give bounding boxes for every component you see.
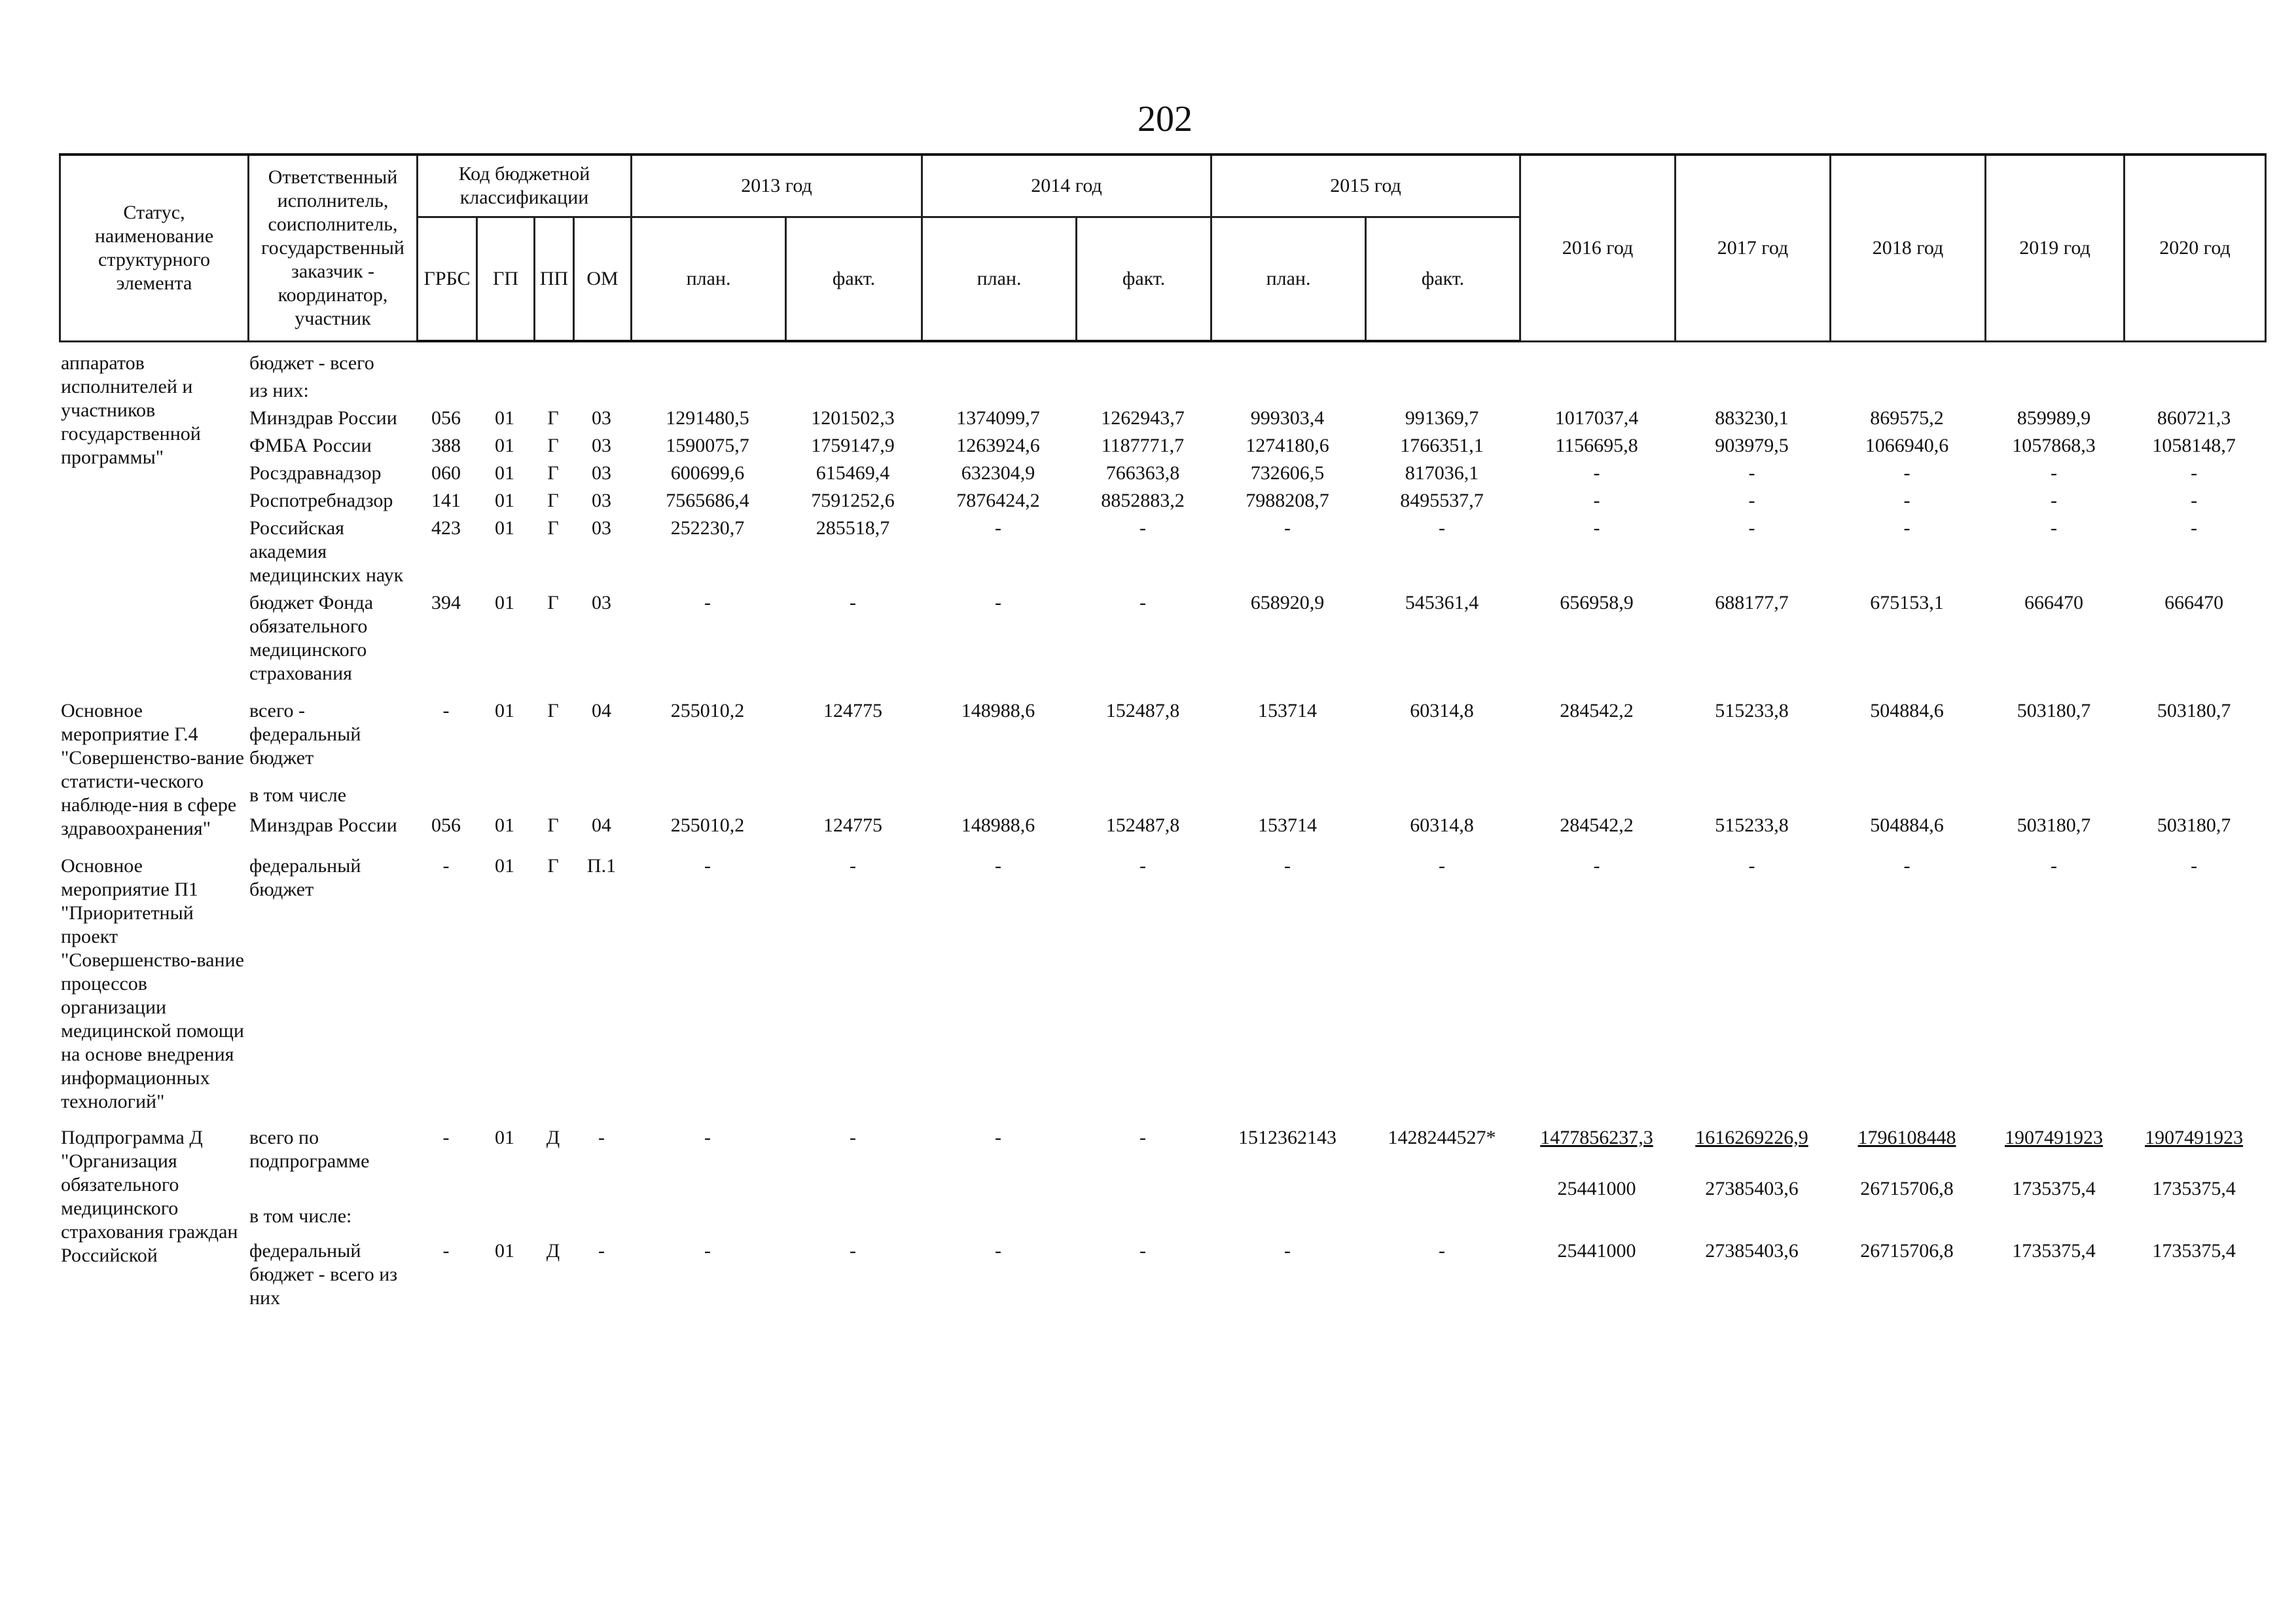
grbs-cell: 141: [431, 490, 461, 511]
gp-cell: 01: [495, 435, 514, 456]
value-cell: -: [2191, 462, 2198, 484]
row-label: Роспотребнадзор: [249, 490, 393, 511]
table-row: [59, 515, 2265, 589]
value-cell: 1066940,6: [1865, 435, 1949, 456]
value-cell: 1187771,7: [1101, 435, 1185, 456]
value-cell: -: [1139, 1127, 1146, 1148]
value-cell: 285518,7: [816, 517, 890, 539]
col-2015-fact: факт.: [1366, 217, 1520, 341]
value-cell: 153714: [1258, 814, 1317, 837]
value-cell: 153714: [1258, 700, 1317, 721]
row-label: в том числе:: [249, 1205, 352, 1227]
value-cell: 284542,2: [1560, 700, 1634, 721]
value-cell: 7565686,4: [666, 490, 749, 511]
value-cell: -: [704, 1127, 711, 1148]
table-row: [59, 782, 2265, 812]
value-cell: -: [1593, 517, 1600, 539]
value-cell: 1735375,4: [2012, 1178, 2096, 1199]
value-cell: -: [995, 592, 1001, 613]
value-cell: -: [1439, 855, 1445, 877]
table-row: [59, 350, 2265, 377]
row-label: федеральный бюджет: [249, 855, 361, 900]
col-budget-code: Код бюджетной классификации: [418, 155, 632, 217]
status-cell: Основное мероприятие П1 "Приоритетный проект "Совершенство-вание процессов организации медицинской помощи на основе внедрения информационных технологий": [61, 855, 244, 1112]
value-cell: -: [995, 517, 1001, 539]
value-cell: -: [1439, 1240, 1445, 1262]
value-cell: -: [1439, 517, 1445, 539]
table-row: [59, 405, 2265, 432]
value-cell: 152487,8: [1105, 700, 1180, 721]
grbs-cell: -: [442, 1240, 450, 1262]
value-cell: 1058148,7: [2152, 435, 2236, 456]
value-cell: 8852883,2: [1101, 490, 1185, 511]
row-label: всего - федеральный бюджет: [249, 700, 361, 769]
gp-cell: 01: [495, 700, 514, 721]
value-cell: -: [1748, 855, 1755, 877]
value-cell: 859989,9: [2017, 407, 2091, 429]
gp-cell: 01: [495, 1240, 514, 1262]
row-label: ФМБА России: [249, 435, 372, 456]
value-cell: 999303,4: [1250, 407, 1325, 429]
grbs-cell: -: [442, 855, 450, 877]
status-cell: Подпрограмма Д "Организация обязательного медицинского страхования граждан Российской: [61, 1127, 238, 1266]
value-cell: 1735375,4: [2012, 1240, 2096, 1262]
col-2016: 2016 год: [1520, 155, 1676, 341]
col-2014: 2014 год: [922, 155, 1211, 217]
grbs-cell: 388: [431, 435, 461, 456]
value-cell: -: [1284, 855, 1291, 877]
value-cell: 675153,1: [1870, 592, 1944, 613]
pp-cell: Г: [547, 592, 559, 613]
table-row: [59, 843, 2265, 1116]
value-cell: -: [1593, 490, 1600, 511]
value-cell: -: [2051, 490, 2057, 511]
col-2018: 2018 год: [1831, 155, 1986, 341]
value-cell: 25441000: [1557, 1178, 1636, 1199]
grbs-cell: 056: [431, 814, 461, 837]
col-gp: ГП: [477, 217, 535, 341]
table-row: [59, 589, 2265, 687]
col-2015-plan: план.: [1211, 217, 1366, 341]
pp-cell: Г: [547, 517, 559, 539]
pp-cell: Г: [547, 435, 559, 456]
gp-cell: 01: [495, 407, 514, 429]
value-cell: 1017037,4: [1554, 407, 1639, 429]
pp-cell: Д: [546, 1240, 560, 1262]
col-2019: 2019 год: [1986, 155, 2125, 341]
value-cell: 504884,6: [1870, 700, 1944, 721]
table-row: [59, 432, 2265, 460]
value-cell: -: [1903, 517, 1910, 539]
status-cell: Основное мероприятие Г.4 "Совершенство-вание статисти-ческого наблюде-ния в сфере здравоохранения": [61, 700, 244, 839]
value-cell: -: [1139, 517, 1146, 539]
value-cell: 1759147,9: [811, 435, 895, 456]
value-cell: -: [1139, 592, 1146, 613]
value-cell: -: [995, 1127, 1001, 1148]
gp-cell: 01: [495, 462, 514, 484]
value-cell: -: [2051, 855, 2057, 877]
value-cell: 658920,9: [1250, 592, 1325, 613]
table-body: [59, 350, 2265, 1312]
value-cell: -: [1748, 462, 1755, 484]
gp-cell: 01: [495, 855, 514, 877]
table-row: [59, 687, 2265, 782]
value-cell: 504884,6: [1870, 814, 1944, 837]
value-cell: 148988,6: [961, 700, 1035, 721]
value-cell: -: [995, 1240, 1001, 1262]
col-grbs: ГРБС: [418, 217, 477, 341]
value-cell: 1907491923: [2145, 1127, 2244, 1148]
value-cell: 903979,5: [1715, 435, 1789, 456]
value-cell: -: [2051, 517, 2057, 539]
value-cell: 817036,1: [1405, 462, 1479, 484]
value-cell: 688177,7: [1715, 592, 1789, 613]
row-label: из них:: [249, 380, 309, 401]
value-cell: 1263924,6: [956, 435, 1040, 456]
gp-cell: 01: [495, 814, 514, 837]
value-cell: 600699,6: [670, 462, 745, 484]
value-cell: -: [850, 592, 856, 613]
value-cell: 860721,3: [2157, 407, 2231, 429]
row-label: бюджет - всего: [249, 352, 374, 374]
value-cell: 1907491923: [2005, 1127, 2103, 1148]
value-cell: 26715706,8: [1860, 1240, 1954, 1262]
value-cell: -: [1748, 490, 1755, 511]
value-cell: 1616269226,9: [1695, 1127, 1808, 1148]
value-cell: 1766351,1: [1400, 435, 1484, 456]
value-cell: -: [850, 1240, 856, 1262]
value-cell: 7876424,2: [956, 490, 1040, 511]
col-om: ОМ: [574, 217, 632, 341]
table-row: [59, 812, 2265, 843]
value-cell: -: [995, 855, 1001, 877]
om-cell: 03: [592, 407, 611, 429]
value-cell: 1291480,5: [666, 407, 749, 429]
value-cell: 8495537,7: [1400, 490, 1484, 511]
row-label: федеральный бюджет - всего из них: [249, 1240, 398, 1309]
value-cell: 656958,9: [1560, 592, 1634, 613]
grbs-cell: 394: [431, 592, 461, 613]
value-cell: 124775: [823, 814, 882, 837]
value-cell: 7988208,7: [1246, 490, 1329, 511]
table-row: [59, 1203, 2265, 1230]
table-row: [59, 1230, 2265, 1312]
value-cell: 1428244527*: [1388, 1127, 1496, 1148]
value-cell: -: [704, 592, 711, 613]
value-cell: 1262943,7: [1101, 407, 1185, 429]
om-cell: 04: [592, 700, 611, 721]
col-status: Статус, наименование структурного элемента: [60, 155, 249, 341]
value-cell: -: [2051, 462, 2057, 484]
value-cell: 632304,9: [961, 462, 1035, 484]
value-cell: -: [704, 1240, 711, 1262]
value-cell: 255010,2: [670, 814, 745, 837]
grbs-cell: -: [442, 700, 450, 721]
gp-cell: 01: [495, 592, 514, 613]
pp-cell: Г: [547, 855, 559, 877]
gp-cell: 01: [495, 1127, 514, 1148]
value-cell: 60314,8: [1410, 814, 1474, 837]
pp-cell: Г: [547, 407, 559, 429]
value-cell: 869575,2: [1870, 407, 1944, 429]
value-cell: 515233,8: [1715, 700, 1789, 721]
value-cell: 1735375,4: [2152, 1178, 2236, 1199]
pp-cell: Г: [547, 462, 559, 484]
table-header: [59, 153, 2267, 342]
page-number: 202: [1138, 99, 1193, 139]
row-label: всего по подпрограмме: [249, 1127, 370, 1172]
status-cell: аппаратов исполнителей и участников государственной программы": [61, 352, 201, 468]
value-cell: 255010,2: [670, 700, 745, 721]
value-cell: 503180,7: [2017, 700, 2091, 721]
value-cell: -: [1593, 462, 1600, 484]
table-row: [59, 1116, 2265, 1175]
gp-cell: 01: [495, 517, 514, 539]
value-cell: 515233,8: [1715, 814, 1789, 837]
om-cell: 03: [592, 592, 611, 613]
value-cell: 7591252,6: [811, 490, 895, 511]
om-cell: 03: [592, 435, 611, 456]
grbs-cell: 423: [431, 517, 461, 539]
col-2017: 2017 год: [1676, 155, 1831, 341]
table-row: [59, 487, 2265, 515]
row-label: Минздрав России: [249, 814, 397, 837]
value-cell: -: [850, 1127, 856, 1148]
value-cell: 124775: [823, 700, 882, 721]
col-2015: 2015 год: [1211, 155, 1520, 217]
value-cell: 503180,7: [2157, 814, 2231, 837]
col-2013-plan: план.: [632, 217, 786, 341]
col-2014-fact: факт.: [1077, 217, 1211, 341]
value-cell: 1735375,4: [2152, 1240, 2236, 1262]
pp-cell: Г: [547, 700, 559, 721]
value-cell: 252230,7: [670, 517, 745, 539]
value-cell: -: [1284, 1240, 1291, 1262]
value-cell: 666470: [2024, 592, 2083, 613]
value-cell: 1374099,7: [956, 407, 1040, 429]
value-cell: 666470: [2164, 592, 2224, 613]
value-cell: 545361,4: [1405, 592, 1479, 613]
value-cell: -: [1284, 517, 1291, 539]
om-cell: 03: [592, 517, 611, 539]
value-cell: 27385403,6: [1705, 1178, 1799, 1199]
value-cell: 1156695,8: [1555, 435, 1638, 456]
value-cell: -: [1139, 855, 1146, 877]
value-cell: 1796108448: [1857, 1127, 1956, 1148]
value-cell: 148988,6: [961, 814, 1035, 837]
value-cell: -: [704, 855, 711, 877]
grbs-cell: 056: [431, 407, 461, 429]
row-label: в том числе: [249, 784, 347, 806]
value-cell: -: [1903, 855, 1910, 877]
col-2013-fact: факт.: [786, 217, 922, 341]
value-cell: 732606,5: [1250, 462, 1325, 484]
value-cell: -: [850, 855, 856, 877]
value-cell: 1201502,3: [811, 407, 895, 429]
pp-cell: Д: [546, 1127, 560, 1148]
om-cell: -: [598, 1240, 605, 1262]
value-cell: 152487,8: [1105, 814, 1180, 837]
value-cell: 615469,4: [816, 462, 890, 484]
value-cell: 991369,7: [1405, 407, 1479, 429]
value-cell: 1590075,7: [666, 435, 749, 456]
value-cell: 503180,7: [2157, 700, 2231, 721]
value-cell: 27385403,6: [1705, 1240, 1799, 1262]
col-pp: ПП: [535, 217, 574, 341]
value-cell: 1057868,3: [2012, 435, 2096, 456]
om-cell: 03: [592, 490, 611, 511]
value-cell: -: [1903, 462, 1910, 484]
om-cell: -: [598, 1127, 605, 1148]
grbs-cell: -: [442, 1127, 450, 1148]
value-cell: 284542,2: [1560, 814, 1634, 837]
gp-cell: 01: [495, 490, 514, 511]
row-label: Минздрав России: [249, 407, 397, 429]
value-cell: -: [2191, 855, 2198, 877]
pp-cell: Г: [547, 814, 559, 837]
col-2013: 2013 год: [632, 155, 922, 217]
value-cell: 25441000: [1557, 1240, 1636, 1262]
value-cell: 26715706,8: [1860, 1178, 1954, 1199]
om-cell: П.1: [586, 855, 617, 877]
row-label: Росздравнадзор: [249, 462, 382, 484]
value-cell: 766363,8: [1105, 462, 1180, 484]
value-cell: -: [2191, 490, 2198, 511]
value-cell: 1512362143: [1238, 1127, 1336, 1148]
value-cell: -: [2191, 517, 2198, 539]
value-cell: 60314,8: [1410, 700, 1474, 721]
value-cell: -: [1593, 855, 1600, 877]
table-row: [59, 1175, 2265, 1203]
value-cell: 883230,1: [1715, 407, 1789, 429]
value-cell: 1274180,6: [1246, 435, 1329, 456]
col-2014-plan: план.: [922, 217, 1077, 341]
value-cell: -: [1139, 1240, 1146, 1262]
value-cell: -: [1903, 490, 1910, 511]
pp-cell: Г: [547, 490, 559, 511]
table-row: [59, 460, 2265, 487]
value-cell: 1477856237,3: [1540, 1127, 1653, 1148]
row-label: бюджет Фонда обязательного медицинского страхования: [249, 592, 374, 684]
value-cell: 503180,7: [2017, 814, 2091, 837]
om-cell: 03: [592, 462, 611, 484]
grbs-cell: 060: [431, 462, 461, 484]
value-cell: -: [1748, 517, 1755, 539]
col-responsible: Ответственный исполнитель, соисполнитель, государственный заказчик - координатор, участник: [249, 155, 418, 341]
col-2020: 2020 год: [2125, 155, 2266, 341]
table-row: [59, 377, 2265, 405]
row-label: Российская академия медицинских наук: [249, 517, 404, 586]
om-cell: 04: [592, 814, 611, 837]
